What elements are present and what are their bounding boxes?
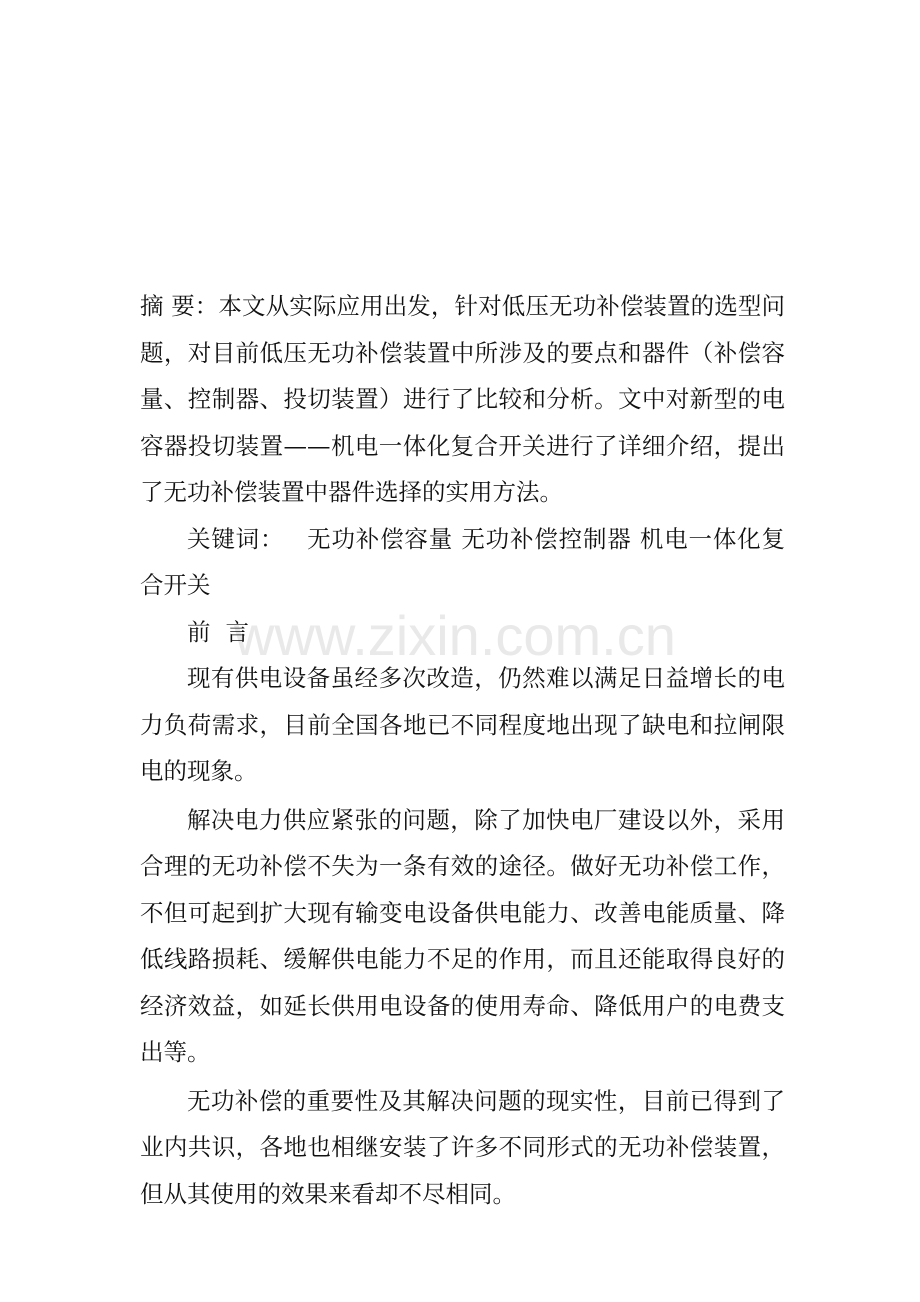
body-paragraph-2: 解决电力供应紧张的问题，除了加快电厂建设以外，采用合理的无功补偿不失为一条有效的途径。做好无功补偿工作，不但可起到扩大现有输变电设备供电能力、改善电能质量、降低线路损耗、缓解供电能力不足的作用，而且还能取得良好的经济效益，如延长供用电设备的使用寿命、降低用户的电费支出等。 [140, 805, 785, 1066]
keywords-line [140, 516, 785, 609]
body-paragraph-3: 无功补偿的重要性及其解决问题的现实性，目前已得到了业内共识，各地也相继安装了许多不同形式的无功补偿装置，但从其使用的效果来看却不尽相同。 [140, 1086, 785, 1208]
abstract-paragraph: 摘 要：本文从实际应用出发，针对低压无功补偿装置的选型问题，对目前低压无功补偿装置中所涉及的要点和器件（补偿容量、控制器、投切装置）进行了比较和分析。文中对新型的电容器投切装置——机电一体化复合开关进行了详细介绍，提出了无功补偿装置中器件选择的实用方法。 [140, 292, 785, 506]
watermark: www.zixin.com.cn [234, 604, 676, 667]
body-paragraph-1: 现有供电设备虽经多次改造，仍然难以满足日益增长的电力负荷需求，目前全国各地已不同程度地出现了缺电和拉闸限电的现象。 [140, 664, 785, 785]
keyword-2: 无功补偿控制器 [461, 524, 632, 553]
keyword-3: 机电一体化复合开关 [140, 524, 785, 599]
keyword-1: 无功补偿容量 [306, 524, 454, 553]
document-body [140, 283, 785, 1217]
keywords-label: 关键词： [187, 524, 285, 553]
section-heading: 前 言 [187, 617, 249, 646]
